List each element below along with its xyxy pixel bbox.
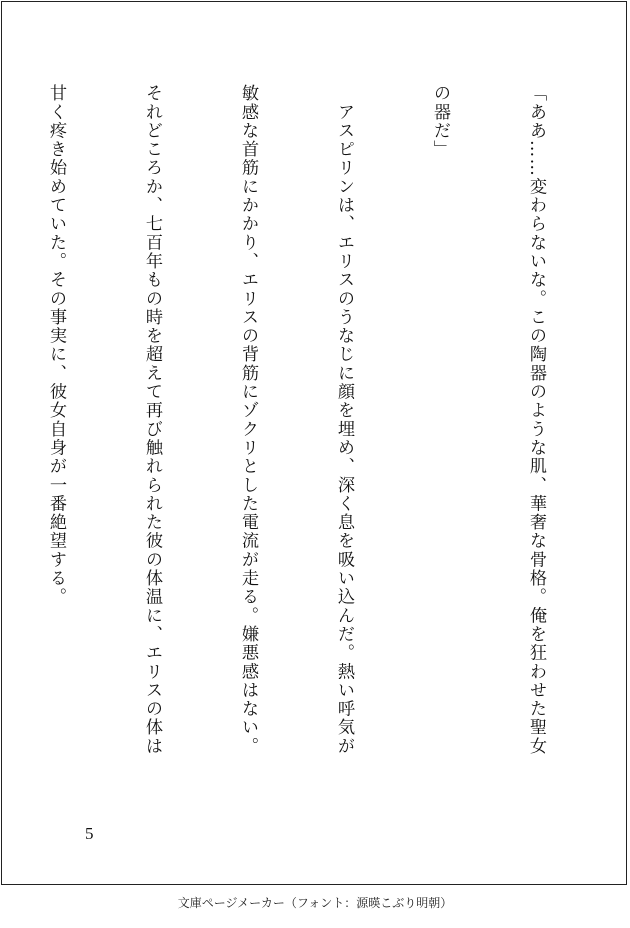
page-number: 5 (85, 824, 94, 843)
novel-text-body (46, 84, 616, 804)
text-line: アスピリンは、エリスのうなじに顔を埋め、深く息を吸い込んだ。熱い呼気が (334, 84, 354, 756)
text-line: 敏感な首筋にかかり、エリスの背筋にゾクリとした電流が走る。嫌悪感はない。 (238, 84, 258, 756)
page-frame (1, 1, 627, 885)
text-line: の器だ」 (430, 84, 450, 159)
text-line: 甘く疼き始めていた。その事実に、彼女自身が一番絶望する。 (46, 84, 66, 607)
text-line: 「ああ……変わらないな。この陶器のような肌、華奢な骨格。俺を狂わせた聖女 (526, 84, 546, 756)
text-line: それどころか、七百年もの時を超えて再び触れられた彼の体温に、エリスの体は (142, 84, 162, 756)
footer-caption: 文庫ページメーカー（フォント：源暎こぶり明朝） (177, 896, 453, 910)
